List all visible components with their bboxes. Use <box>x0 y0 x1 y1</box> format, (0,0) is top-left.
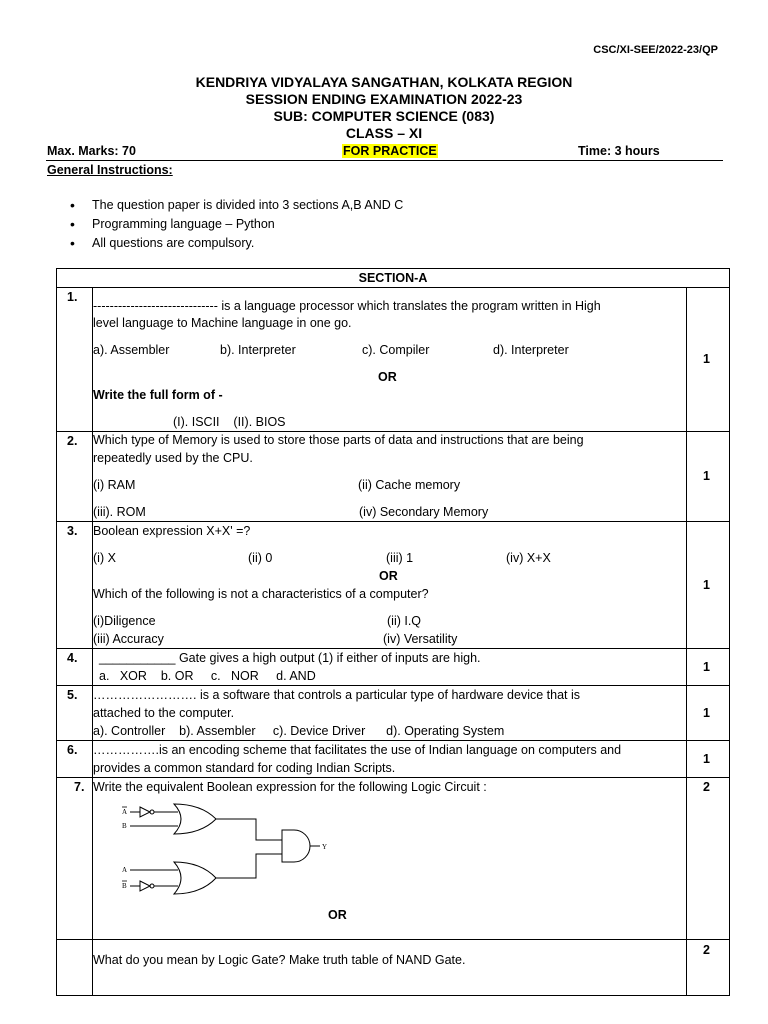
general-instructions-title: General Instructions: <box>47 163 173 177</box>
q4-marks: 1 <box>703 660 710 674</box>
question-number: 2. <box>67 434 78 448</box>
q1-alt-question: Write the full form of - <box>93 388 223 402</box>
question-number: 1. <box>67 290 78 304</box>
instruction-item: • The question paper is divided into 3 sections A,B AND C <box>70 196 403 215</box>
q7-alt-question: What do you mean by Logic Gate? Make truth table of NAND Gate. <box>93 953 466 967</box>
or-gate-icon <box>174 804 216 834</box>
q2-option-2: (ii) Cache memory <box>358 478 461 492</box>
q6-text: provides a common standard for coding Indian Scripts. <box>93 761 396 775</box>
q3-marks: 1 <box>703 578 710 592</box>
q3-option-2: (ii) 0 <box>248 551 273 565</box>
q7-or: OR <box>328 908 347 922</box>
max-marks: Max. Marks: 70 <box>47 144 136 158</box>
q2-marks: 1 <box>703 469 710 483</box>
not-gate-icon <box>140 807 150 817</box>
q5-options: a). Controller b). Assembler c). Device Driver d). Operating System <box>93 724 505 738</box>
q4-text: ___________ Gate gives a high output (1) if either of inputs are high. <box>99 651 481 665</box>
q3-alt-question: Which of the following is not a characteristics of a computer? <box>93 587 429 601</box>
time-allowed: Time: 3 hours <box>578 144 660 158</box>
question-number: 3. <box>67 524 78 538</box>
row-divider <box>56 431 730 432</box>
question-number: 6. <box>67 743 78 757</box>
q1-alt-items: (I). ISCII (II). BIOS <box>173 415 286 429</box>
q7-text: Write the equivalent Boolean expression for the following Logic Circuit : <box>93 780 487 794</box>
row-divider <box>56 740 730 741</box>
q1-text: level language to Machine language in one go. <box>93 316 352 330</box>
q3-alt-option-3: (iii) Accuracy <box>93 632 164 646</box>
wire <box>216 819 282 840</box>
q3-text: Boolean expression X+X' =? <box>93 524 251 538</box>
header-rule <box>46 160 723 161</box>
q1-option-b: b). Interpreter <box>220 343 296 357</box>
q1-marks: 1 <box>703 352 710 366</box>
q3-option-4: (iv) X+X <box>506 551 551 565</box>
header-subject: SUB: COMPUTER SCIENCE (083) <box>273 108 495 124</box>
row-divider <box>56 648 730 649</box>
q7-marks: 2 <box>703 780 710 794</box>
q5-text: attached to the computer. <box>93 706 235 720</box>
not-gate-icon <box>140 881 150 891</box>
q3-option-1: (i) X <box>93 551 116 565</box>
q5-marks: 1 <box>703 706 710 720</box>
table-rule <box>56 287 730 288</box>
instruction-item: • Programming language – Python <box>70 215 403 234</box>
instruction-item: • All questions are compulsory. <box>70 234 403 253</box>
question-number: 5. <box>67 688 78 702</box>
logic-circuit-diagram <box>116 800 346 900</box>
q2-option-3: (iii). ROM <box>93 505 146 519</box>
section-title: SECTION-A <box>358 271 428 285</box>
output-label-y: Y <box>322 843 328 851</box>
for-practice-text: FOR PRACTICE <box>343 144 437 158</box>
and-gate-icon <box>282 830 310 862</box>
q1-option-d: d). Interpreter <box>493 343 569 357</box>
q1-option-c: c). Compiler <box>362 343 430 357</box>
q2-option-1: (i) RAM <box>93 478 136 492</box>
wire <box>216 854 282 878</box>
header-school: KENDRIYA VIDYALAYA SANGATHAN, KOLKATA REGION <box>195 74 573 90</box>
row-divider <box>56 777 730 778</box>
q1-or: OR <box>378 370 397 384</box>
q2-text: repeatedly used by the CPU. <box>93 451 253 465</box>
header-class: CLASS – XI <box>345 125 423 141</box>
q3-option-3: (iii) 1 <box>386 551 414 565</box>
q6-marks: 1 <box>703 752 710 766</box>
question-number: 4. <box>67 651 78 665</box>
q3-or: OR <box>379 569 398 583</box>
q3-alt-option-4: (iv) Versatility <box>383 632 458 646</box>
input-label-a-bar: A <box>122 808 128 816</box>
q3-alt-option-2: (ii) I.Q <box>387 614 422 628</box>
q6-text: …………….is an encoding scheme that facilitates the use of Indian language on computers and <box>93 743 622 757</box>
q1-option-a: a). Assembler <box>93 343 170 357</box>
q2-option-4: (iv) Secondary Memory <box>359 505 489 519</box>
input-label-b-bar: B <box>122 882 127 890</box>
input-label-a: A <box>122 866 128 874</box>
q1-text: ------------------------------ is a language processor which translates the program written in High <box>93 299 601 313</box>
instructions-list <box>70 196 403 253</box>
row-divider <box>56 521 730 522</box>
q2-text: Which type of Memory is used to store those parts of data and instructions that are being <box>93 433 584 447</box>
q3-alt-option-1: (i)Diligence <box>93 614 156 628</box>
q5-text: ……………………. is a software that controls a particular type of hardware device that is <box>93 688 580 702</box>
for-practice-banner <box>342 144 438 158</box>
q4-options: a. XOR b. OR c. NOR d. AND <box>99 669 316 683</box>
row-divider <box>56 685 730 686</box>
row-divider <box>56 939 730 940</box>
column-divider-right <box>686 287 687 996</box>
document-code: CSC/XI-SEE/2022-23/QP <box>593 44 718 56</box>
q7-alt-marks: 2 <box>703 943 710 957</box>
header-exam: SESSION ENDING EXAMINATION 2022-23 <box>245 91 523 107</box>
or-gate-icon <box>174 862 216 894</box>
input-label-b: B <box>122 822 127 830</box>
question-number: 7. <box>74 780 85 794</box>
